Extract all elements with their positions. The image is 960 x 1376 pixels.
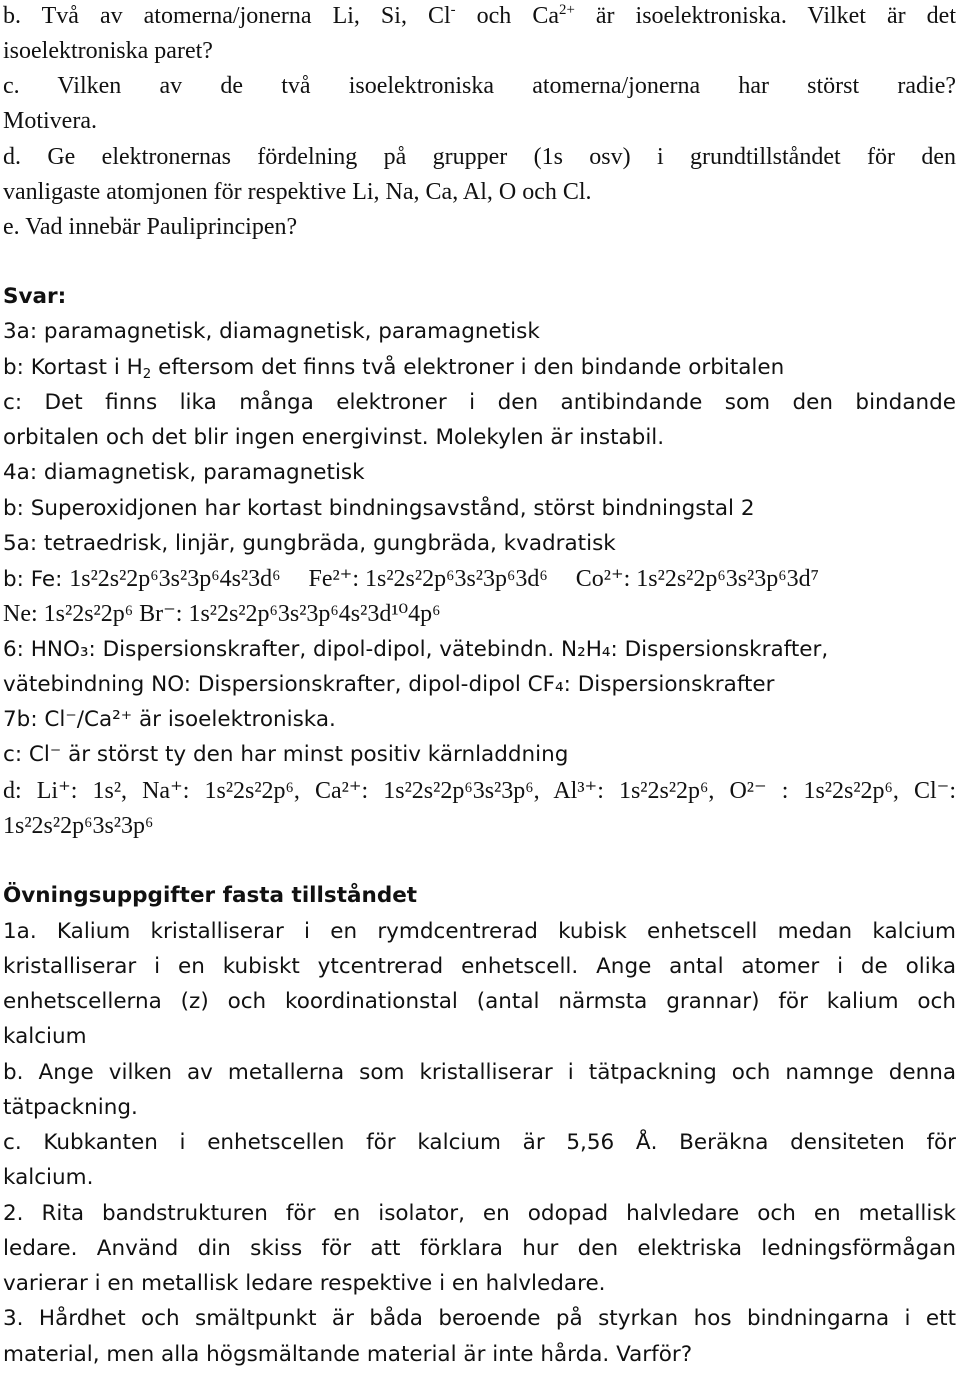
exercise-1a-line-2: kristalliserar i en kubiskt ytcentrerad enhetscell. Ange antal atomer i de olika: [3, 954, 956, 979]
exercise-3-line-2: material, men alla högsmältande material är inte hårda. Varför?: [3, 1342, 693, 1367]
exercise-1a-line-1: 1a. Kalium kristalliserar i en rymdcentrerad kubisk enhetscell medan kalcium: [3, 919, 956, 944]
label: Ne:: [3, 601, 44, 627]
question-b-line-1: [3, 1, 956, 31]
answer-3c-line-2: [3, 423, 956, 453]
text: vätebindning NO: Dispersionskrafter, dipol-dipol: [3, 672, 528, 697]
text: b. Två av atomerna/jonerna Li, Si, Cl: [3, 3, 451, 29]
exercises-heading: Övningsuppgifter fasta tillståndet: [3, 883, 418, 908]
label: Fe²⁺:: [308, 566, 366, 592]
exercise-1c-line-1: c. Kubkanten i enhetscellen för kalcium är 5,56 Å. Beräkna densiteten för: [3, 1130, 956, 1155]
electron-config: 1s²2s²2p⁶3s²3p⁶3d⁶: [365, 566, 548, 592]
electron-config: 1s²2s²2p⁶3s²3p⁶4s²3d¹⁰4p⁶: [188, 601, 441, 627]
exercise-2-line-2: ledare. Använd din skiss för att förklara hur den elektriska ledningsförmågan: [3, 1236, 956, 1261]
question-d-line-2: vanligaste atomjonen för respektive Li, Na, Ca, Al, O och Cl.: [3, 179, 592, 205]
text: CF₄: Dispersionskrafter: [527, 672, 775, 697]
electron-config: 1s²2s²2p⁶3s²3p⁶4s²3d⁶: [69, 566, 281, 592]
answer-6-line-2: [3, 670, 956, 700]
superscript: 2+: [559, 1, 575, 18]
label: b: Fe:: [3, 567, 70, 592]
answers-heading: Svar:: [3, 284, 67, 309]
answer-5b-line-1: [3, 564, 956, 595]
answer-7d-line-2: 1s²2s²2p⁶3s²3p⁶: [3, 813, 154, 839]
text: eftersom det finns två elektroner i den bindande orbitalen: [151, 355, 785, 380]
label: Co²⁺:: [575, 566, 637, 592]
electron-config: 1s²2s²2p⁶3s²3p⁶3d⁷: [636, 566, 819, 592]
question-e-line: e. Vad innebär Pauliprincipen?: [3, 214, 298, 240]
question-b-line-2: isoelektroniska paret?: [3, 38, 213, 64]
text: N₂H₄: Dispersionskrafter,: [561, 637, 829, 662]
text: och Ca: [455, 3, 559, 29]
question-c-line-2: Motivera.: [3, 108, 97, 134]
text: orbitalen och det blir ingen energivinst.: [3, 425, 436, 450]
answer-3a: 3a: paramagnetisk, diamagnetisk, paramagnetisk: [3, 319, 540, 344]
exercise-1b-line-1: b. Ange vilken av metallerna som kristalliserar i tätpackning och namnge denna: [3, 1060, 956, 1085]
exercise-3-line-1: 3. Hårdhet och smältpunkt är båda beroende på styrkan hos bindningarna i ett: [3, 1306, 956, 1331]
text: 6: HNO₃: Dispersionskrafter, dipol-dipol, vätebindn.: [3, 637, 562, 662]
answer-5a: 5a: tetraedrisk, linjär, gungbräda, gungbräda, kvadratisk: [3, 531, 616, 556]
text: b: Kortast i H: [3, 355, 143, 380]
exercise-2-line-3: varierar i en metallisk ledare respektive i en halvledare.: [3, 1271, 606, 1296]
exercise-1a-line-3: enhetscellerna (z) och koordinationstal (antal närmsta grannar) för kalium och: [3, 989, 956, 1014]
electron-config: 1s²2s²2p⁶: [43, 601, 134, 627]
answer-7d-line-1: d: Li⁺: 1s², Na⁺: 1s²2s²2p⁶, Ca²⁺: 1s²2s²2p⁶3s²3p⁶, Al³⁺: 1s²2s²2p⁶, O²⁻ : 1s²2s²2p⁶, Cl⁻:: [3, 778, 956, 804]
text: är isoelektroniska. Vilket är det: [574, 3, 957, 29]
subscript: 2: [142, 366, 152, 382]
superscript: -: [450, 1, 456, 18]
exercise-2-line-1: 2. Rita bandstrukturen för en isolator, en odopad halvledare och en metallisk: [3, 1201, 956, 1226]
question-d-line-1: d. Ge elektronernas fördelning på grupper (1s osv) i grundtillståndet för den: [3, 144, 956, 170]
answer-4a: 4a: diamagnetisk, paramagnetisk: [3, 460, 365, 485]
exercise-1c-line-2: kalcium.: [3, 1165, 94, 1190]
exercise-1b-line-2: tätpackning.: [3, 1095, 138, 1120]
answer-7b: 7b: Cl⁻/Ca²⁺ är isoelektroniska.: [3, 707, 336, 732]
exercise-1a-line-4: kalcium: [3, 1024, 87, 1049]
label: Br⁻:: [139, 601, 189, 627]
text: Molekylen är instabil.: [435, 425, 665, 450]
answer-5b-line-2: [3, 599, 956, 629]
answer-6-line-1: [3, 635, 956, 665]
answer-3b: [3, 353, 956, 383]
answer-7c: c: Cl⁻ är störst ty den har minst positiv kärnladdning: [3, 742, 569, 767]
question-c-line-1: c. Vilken av de två isoelektroniska atomerna/jonerna har störst radie?: [3, 73, 956, 99]
answer-4b: b: Superoxidjonen har kortast bindningsavstånd, störst bindningstal 2: [3, 496, 755, 521]
answer-3c-line-1: c: Det finns lika många elektroner i den antibindande som den bindande: [3, 390, 956, 415]
